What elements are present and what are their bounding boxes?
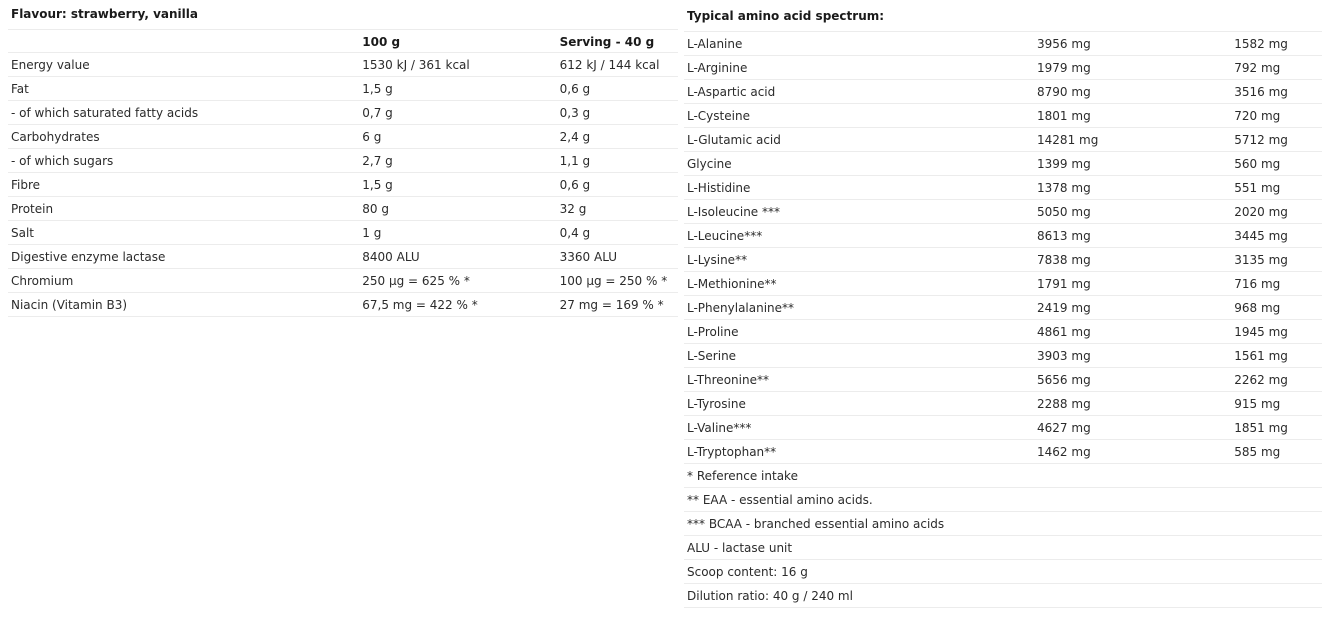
nutrition-table-row	[8, 173, 678, 197]
nutrition-table-row	[8, 245, 678, 269]
cell-value: 14281 mg	[1037, 133, 1099, 147]
cell-label: L-Threonine**	[687, 373, 769, 387]
cell-label: Fat	[11, 82, 29, 96]
amino-table-row	[684, 104, 1322, 128]
cell-value: 67,5 mg = 422 % *	[362, 298, 478, 312]
cell-value: 1399 mg	[1037, 157, 1091, 171]
cell-value: 2419 mg	[1037, 301, 1091, 315]
amino-title: Typical amino acid spectrum:	[687, 9, 885, 23]
cell-value: 6 g	[362, 130, 382, 144]
amino-table-row	[684, 32, 1322, 56]
cell-value: 3956 mg	[1037, 37, 1091, 51]
footnote-text: Dilution ratio: 40 g / 240 ml	[687, 589, 853, 603]
cell-label: L-Leucine***	[687, 229, 763, 243]
cell-value: 4861 mg	[1037, 325, 1091, 339]
amino-table-row	[684, 176, 1322, 200]
cell-value: 0,7 g	[362, 106, 393, 120]
cell-label: - of which sugars	[11, 154, 114, 168]
nutrition-header-label	[8, 30, 359, 52]
cell-label: Digestive enzyme lactase	[11, 250, 166, 264]
cell-value-serving: 560 mg	[1234, 157, 1281, 171]
cell-value: 8790 mg	[1037, 85, 1091, 99]
amino-table-row	[684, 200, 1322, 224]
cell-label: L-Aspartic acid	[687, 85, 776, 99]
cell-label: L-Proline	[687, 325, 739, 339]
cell-value-serving: 3516 mg	[1234, 85, 1288, 99]
cell-value-serving: 2262 mg	[1234, 373, 1288, 387]
amino-table-row	[684, 392, 1322, 416]
cell-label: Niacin (Vitamin B3)	[11, 298, 128, 312]
cell-value-serving: 968 mg	[1234, 301, 1281, 315]
nutrition-table-row	[8, 197, 678, 221]
nutrition-table-row	[8, 101, 678, 125]
cell-label: Carbohydrates	[11, 130, 100, 144]
cell-value-serving: 2020 mg	[1234, 205, 1288, 219]
amino-table-row	[684, 368, 1322, 392]
cell-value-serving: 32 g	[559, 202, 587, 216]
footnote-row	[684, 584, 1322, 608]
amino-table-row	[684, 224, 1322, 248]
footnote-row	[684, 464, 1322, 488]
cell-value-serving: 2,4 g	[559, 130, 591, 144]
cell-value-serving: 915 mg	[1234, 397, 1281, 411]
footnote-text: ** EAA - essential amino acids.	[687, 493, 873, 507]
cell-label: L-Tryptophan**	[687, 445, 777, 459]
cell-value-serving: 27 mg = 169 % *	[559, 298, 664, 312]
nutrition-table-row	[8, 53, 678, 77]
cell-value: 1,5 g	[362, 178, 393, 192]
footnote-row	[684, 512, 1322, 536]
cell-label: L-Glutamic acid	[687, 133, 781, 147]
cell-value: 5656 mg	[1037, 373, 1091, 387]
cell-value: 8613 mg	[1037, 229, 1091, 243]
cell-label: L-Phenylalanine**	[687, 301, 795, 315]
cell-label: Energy value	[11, 58, 90, 72]
nutrition-header-row	[8, 29, 678, 53]
cell-value-serving: 585 mg	[1234, 445, 1281, 459]
cell-value-serving: 1851 mg	[1234, 421, 1288, 435]
cell-value: 3903 mg	[1037, 349, 1091, 363]
cell-value-serving: 612 kJ / 144 kcal	[559, 58, 660, 72]
nutrition-header-per-100g: 100 g	[362, 35, 401, 49]
cell-label: L-Alanine	[687, 37, 743, 51]
cell-value-serving: 1945 mg	[1234, 325, 1288, 339]
cell-value: 1530 kJ / 361 kcal	[362, 58, 470, 72]
cell-value-serving: 716 mg	[1234, 277, 1281, 291]
amino-table-row	[684, 56, 1322, 80]
cell-value: 1 g	[362, 226, 382, 240]
footnote-row	[684, 536, 1322, 560]
nutrition-table-row	[8, 125, 678, 149]
nutrition-table-row	[8, 149, 678, 173]
nutrition-table-body	[8, 53, 678, 317]
cell-value: 250 µg = 625 % *	[362, 274, 470, 288]
cell-label: L-Cysteine	[687, 109, 750, 123]
cell-value: 1791 mg	[1037, 277, 1091, 291]
nutrition-header-per-serving: Serving - 40 g	[559, 35, 655, 49]
cell-value: 4627 mg	[1037, 421, 1091, 435]
amino-table-row	[684, 440, 1322, 464]
cell-value: 8400 ALU	[362, 250, 420, 264]
cell-value-serving: 3135 mg	[1234, 253, 1288, 267]
footnote-row	[684, 560, 1322, 584]
cell-value-serving: 100 µg = 250 % *	[559, 274, 668, 288]
cell-label: Salt	[11, 226, 35, 240]
cell-value-serving: 3445 mg	[1234, 229, 1288, 243]
cell-label: Fibre	[11, 178, 41, 192]
cell-value-serving: 0,6 g	[559, 82, 591, 96]
cell-value: 1979 mg	[1037, 61, 1091, 75]
nutrition-table-row	[8, 293, 678, 317]
amino-notes	[684, 464, 1322, 608]
cell-value-serving: 1561 mg	[1234, 349, 1288, 363]
amino-table-row	[684, 344, 1322, 368]
amino-table-row	[684, 296, 1322, 320]
cell-value-serving: 5712 mg	[1234, 133, 1288, 147]
cell-value: 1378 mg	[1037, 181, 1091, 195]
footnote-text: *** BCAA - branched essential amino acids	[687, 517, 945, 531]
amino-table-row	[684, 128, 1322, 152]
cell-label: Chromium	[11, 274, 74, 288]
nutrition-panel	[8, 0, 678, 317]
cell-value: 1,5 g	[362, 82, 393, 96]
footnote-text: ALU - lactase unit	[687, 541, 793, 555]
cell-value-serving: 1,1 g	[559, 154, 591, 168]
cell-value: 80 g	[362, 202, 389, 216]
cell-value: 1462 mg	[1037, 445, 1091, 459]
cell-value-serving: 3360 ALU	[559, 250, 618, 264]
cell-value: 1801 mg	[1037, 109, 1091, 123]
cell-label: Glycine	[687, 157, 732, 171]
cell-value: 2,7 g	[362, 154, 393, 168]
cell-value: 5050 mg	[1037, 205, 1091, 219]
cell-value-serving: 0,6 g	[559, 178, 591, 192]
footnote-text: * Reference intake	[687, 469, 798, 483]
cell-value-serving: 792 mg	[1234, 61, 1281, 75]
cell-label: L-Valine***	[687, 421, 752, 435]
cell-label: L-Isoleucine ***	[687, 205, 780, 219]
cell-label: - of which saturated fatty acids	[11, 106, 199, 120]
cell-label: L-Histidine	[687, 181, 751, 195]
cell-value-serving: 720 mg	[1234, 109, 1281, 123]
cell-label: L-Lysine**	[687, 253, 748, 267]
nutrition-table-row	[8, 77, 678, 101]
cell-label: L-Arginine	[687, 61, 748, 75]
nutrition-table-row	[8, 221, 678, 245]
amino-table-row	[684, 416, 1322, 440]
footnote-text: Scoop content: 16 g	[687, 565, 808, 579]
cell-label: Protein	[11, 202, 54, 216]
amino-table-row	[684, 248, 1322, 272]
cell-value-serving: 1582 mg	[1234, 37, 1288, 51]
cell-value: 2288 mg	[1037, 397, 1091, 411]
amino-table-row	[684, 80, 1322, 104]
cell-label: L-Methionine**	[687, 277, 777, 291]
cell-value-serving: 551 mg	[1234, 181, 1281, 195]
cell-value: 7838 mg	[1037, 253, 1091, 267]
amino-table-row	[684, 320, 1322, 344]
amino-table-row	[684, 152, 1322, 176]
footnote-row	[684, 488, 1322, 512]
amino-table-body	[684, 31, 1322, 464]
amino-panel	[684, 0, 1322, 608]
cell-label: L-Tyrosine	[687, 397, 746, 411]
cell-value-serving: 0,4 g	[559, 226, 591, 240]
nutrition-title: Flavour: strawberry, vanilla	[11, 7, 198, 21]
nutrition-table-row	[8, 269, 678, 293]
amino-table-row	[684, 272, 1322, 296]
cell-value-serving: 0,3 g	[559, 106, 591, 120]
cell-label: L-Serine	[687, 349, 737, 363]
